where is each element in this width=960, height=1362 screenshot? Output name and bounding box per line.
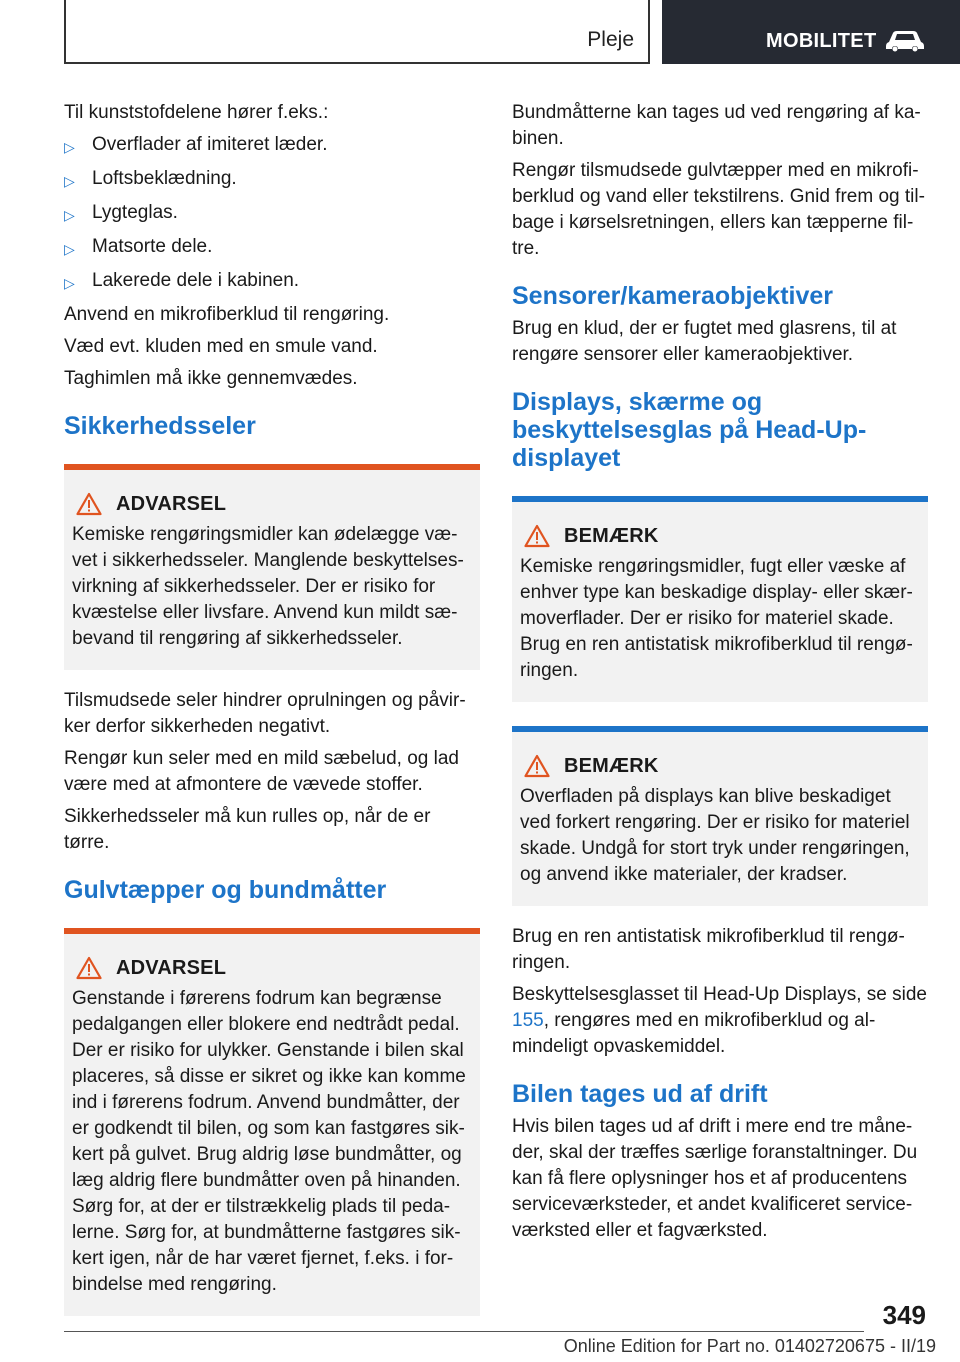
list-item: ▷ Lakerede dele i kabinen. bbox=[64, 268, 480, 296]
header-chapter-tab bbox=[662, 0, 960, 64]
notice-box-displays-chemicals bbox=[512, 496, 928, 702]
section-heading-floor-mats: Gulvtæpper og bundmåtter bbox=[64, 876, 387, 904]
paragraph: Sikkerhedsseler må kun rulles op, når de er tørre. bbox=[64, 806, 431, 853]
car-icon bbox=[884, 28, 926, 52]
left-column bbox=[64, 100, 480, 1334]
list-item: ▷ Overflader af imiteret læder. bbox=[64, 132, 480, 160]
section-heading-seatbelts: Sikkerhedsseler bbox=[64, 412, 256, 440]
paragraph-head-up-glass: Beskyttelsesglasset til Head-Up Displays, se side 155, rengøres med en mikrofiberklud og al-mindeligt opvaskemiddel. bbox=[512, 984, 928, 1057]
paragraph: Væd evt. kluden med en smule vand. bbox=[64, 336, 378, 357]
triangle-bullet-icon: ▷ bbox=[64, 139, 75, 155]
warning-box-seatbelts bbox=[64, 464, 480, 670]
notice-label: BEMÆRK bbox=[564, 754, 659, 777]
triangle-bullet-icon: ▷ bbox=[64, 173, 75, 189]
footer-divider bbox=[64, 1331, 864, 1332]
page-reference-link[interactable]: 155 bbox=[512, 1010, 544, 1031]
notice-triangle-icon bbox=[524, 754, 550, 778]
notice-label: BEMÆRK bbox=[564, 524, 659, 547]
page-header bbox=[0, 0, 960, 66]
triangle-bullet-icon: ▷ bbox=[64, 241, 75, 257]
section-heading-displays: Displays, skærme og beskyttelsesglas på Head-Up-displayet bbox=[512, 388, 867, 472]
paragraph: Hvis bilen tages ud af drift i mere end tre måne-der, skal der træffes særlige foranstaltninger. Du kan få flere oplysninger hos et af producentens serviceværksteder, et andet kvalificeret service-værksted eller et fagværksted. bbox=[512, 1116, 918, 1241]
header-section-title: Pleje bbox=[587, 28, 634, 51]
plastics-intro: Til kunststofdelene hører f.eks.: bbox=[64, 102, 329, 123]
list-item: ▷ Loftsbeklædning. bbox=[64, 166, 480, 194]
paragraph: Tilsmudsede seler hindrer oprulningen og påvir-ker derfor sikkerheden negativt. bbox=[64, 690, 466, 737]
header-chapter-title: MOBILITET bbox=[766, 30, 877, 52]
footer-edition: Online Edition for Part no. 01402720675 - II/19 bbox=[563, 1336, 936, 1356]
section-heading-storage: Bilen tages ud af drift bbox=[512, 1080, 768, 1108]
warning-label: ADVARSEL bbox=[116, 492, 227, 515]
paragraph: Brug en ren antistatisk mikrofiberklud til rengø-ringen. bbox=[512, 926, 905, 973]
notice-box-displays-surface bbox=[512, 726, 928, 906]
paragraph: Rengør kun seler med en mild sæbelud, og lad være med at afmontere de vævede stoffer. bbox=[64, 748, 459, 795]
right-column bbox=[512, 100, 928, 1250]
page-number: 349 bbox=[882, 1300, 926, 1330]
paragraph: Taghimlen må ikke gennemvædes. bbox=[64, 368, 358, 389]
list-item: ▷ Matsorte dele. bbox=[64, 234, 480, 262]
warning-text: Genstande i førerens fodrum kan begrænse pedalgangen eller blokere end nedtrådt pedal. Der er risiko for ulykker. Genstande i bilen skal placeres, så disse er sikret og ikke kan komme ind i førerens fodrum. Anvend bundmåtter, der er godkendt til bilen, og som kan fastgøres sik-kert på gulvet. Brug aldrig løse bundmåtter, og læg aldrig flere bundmåtter oven på hinanden. Sørg for, at der er tilstrækkelig plads til peda-lerne. Sørg for, at bundmåtterne fastgøres sik-kert igen, når de har været fjernet, f.eks. i for-bindelse med rengøring. bbox=[72, 988, 466, 1295]
warning-box-floor-mats bbox=[64, 928, 480, 1316]
list-item: ▷ Lygteglas. bbox=[64, 200, 480, 228]
warning-triangle-icon bbox=[76, 492, 102, 516]
paragraph: Bundmåtterne kan tages ud ved rengøring af ka-binen. bbox=[512, 102, 921, 149]
notice-text: Kemiske rengøringsmidler, fugt eller væske af enhver type kan beskadige display- eller skær-moverflader. Der er risiko for materiel skade. Brug en ren antistatisk mikrofiberklud til rengø-ringen. bbox=[520, 556, 913, 681]
section-heading-sensors: Sensorer/kameraobjektiver bbox=[512, 282, 834, 310]
notice-triangle-icon bbox=[524, 524, 550, 548]
triangle-bullet-icon: ▷ bbox=[64, 207, 75, 223]
plastics-list bbox=[64, 132, 480, 296]
warning-text: Kemiske rengøringsmidler kan ødelægge væ-vet i sikkerhedsseler. Manglende beskyttelses-virkning af sikkerhedsseler. Der er risiko for kvæstelse eller livsfare. Anvend kun mildt sæ-bevand til rengøring af sikkerhedsseler. bbox=[72, 524, 464, 649]
paragraph: Anvend en mikrofiberklud til rengøring. bbox=[64, 304, 390, 325]
notice-text: Overfladen på displays kan blive beskadiget ved forkert rengøring. Der er risiko for materiel skade. Undgå for stort tryk under rengøringen, og anvend ikke materialer, der kradser. bbox=[520, 786, 910, 885]
warning-label: ADVARSEL bbox=[116, 956, 227, 979]
paragraph: Rengør tilsmudsede gulvtæpper med en mikrofi-berklud og vand eller tekstilrens. Gnid frem og til-bage i kørselsretningen, ellers kan tæpperne fil-tre. bbox=[512, 160, 925, 259]
header-section-box bbox=[64, 0, 650, 64]
paragraph: Brug en klud, der er fugtet med glasrens, til at rengøre sensorer eller kameraobjektiver. bbox=[512, 318, 897, 365]
triangle-bullet-icon: ▷ bbox=[64, 275, 75, 291]
warning-triangle-icon bbox=[76, 956, 102, 980]
